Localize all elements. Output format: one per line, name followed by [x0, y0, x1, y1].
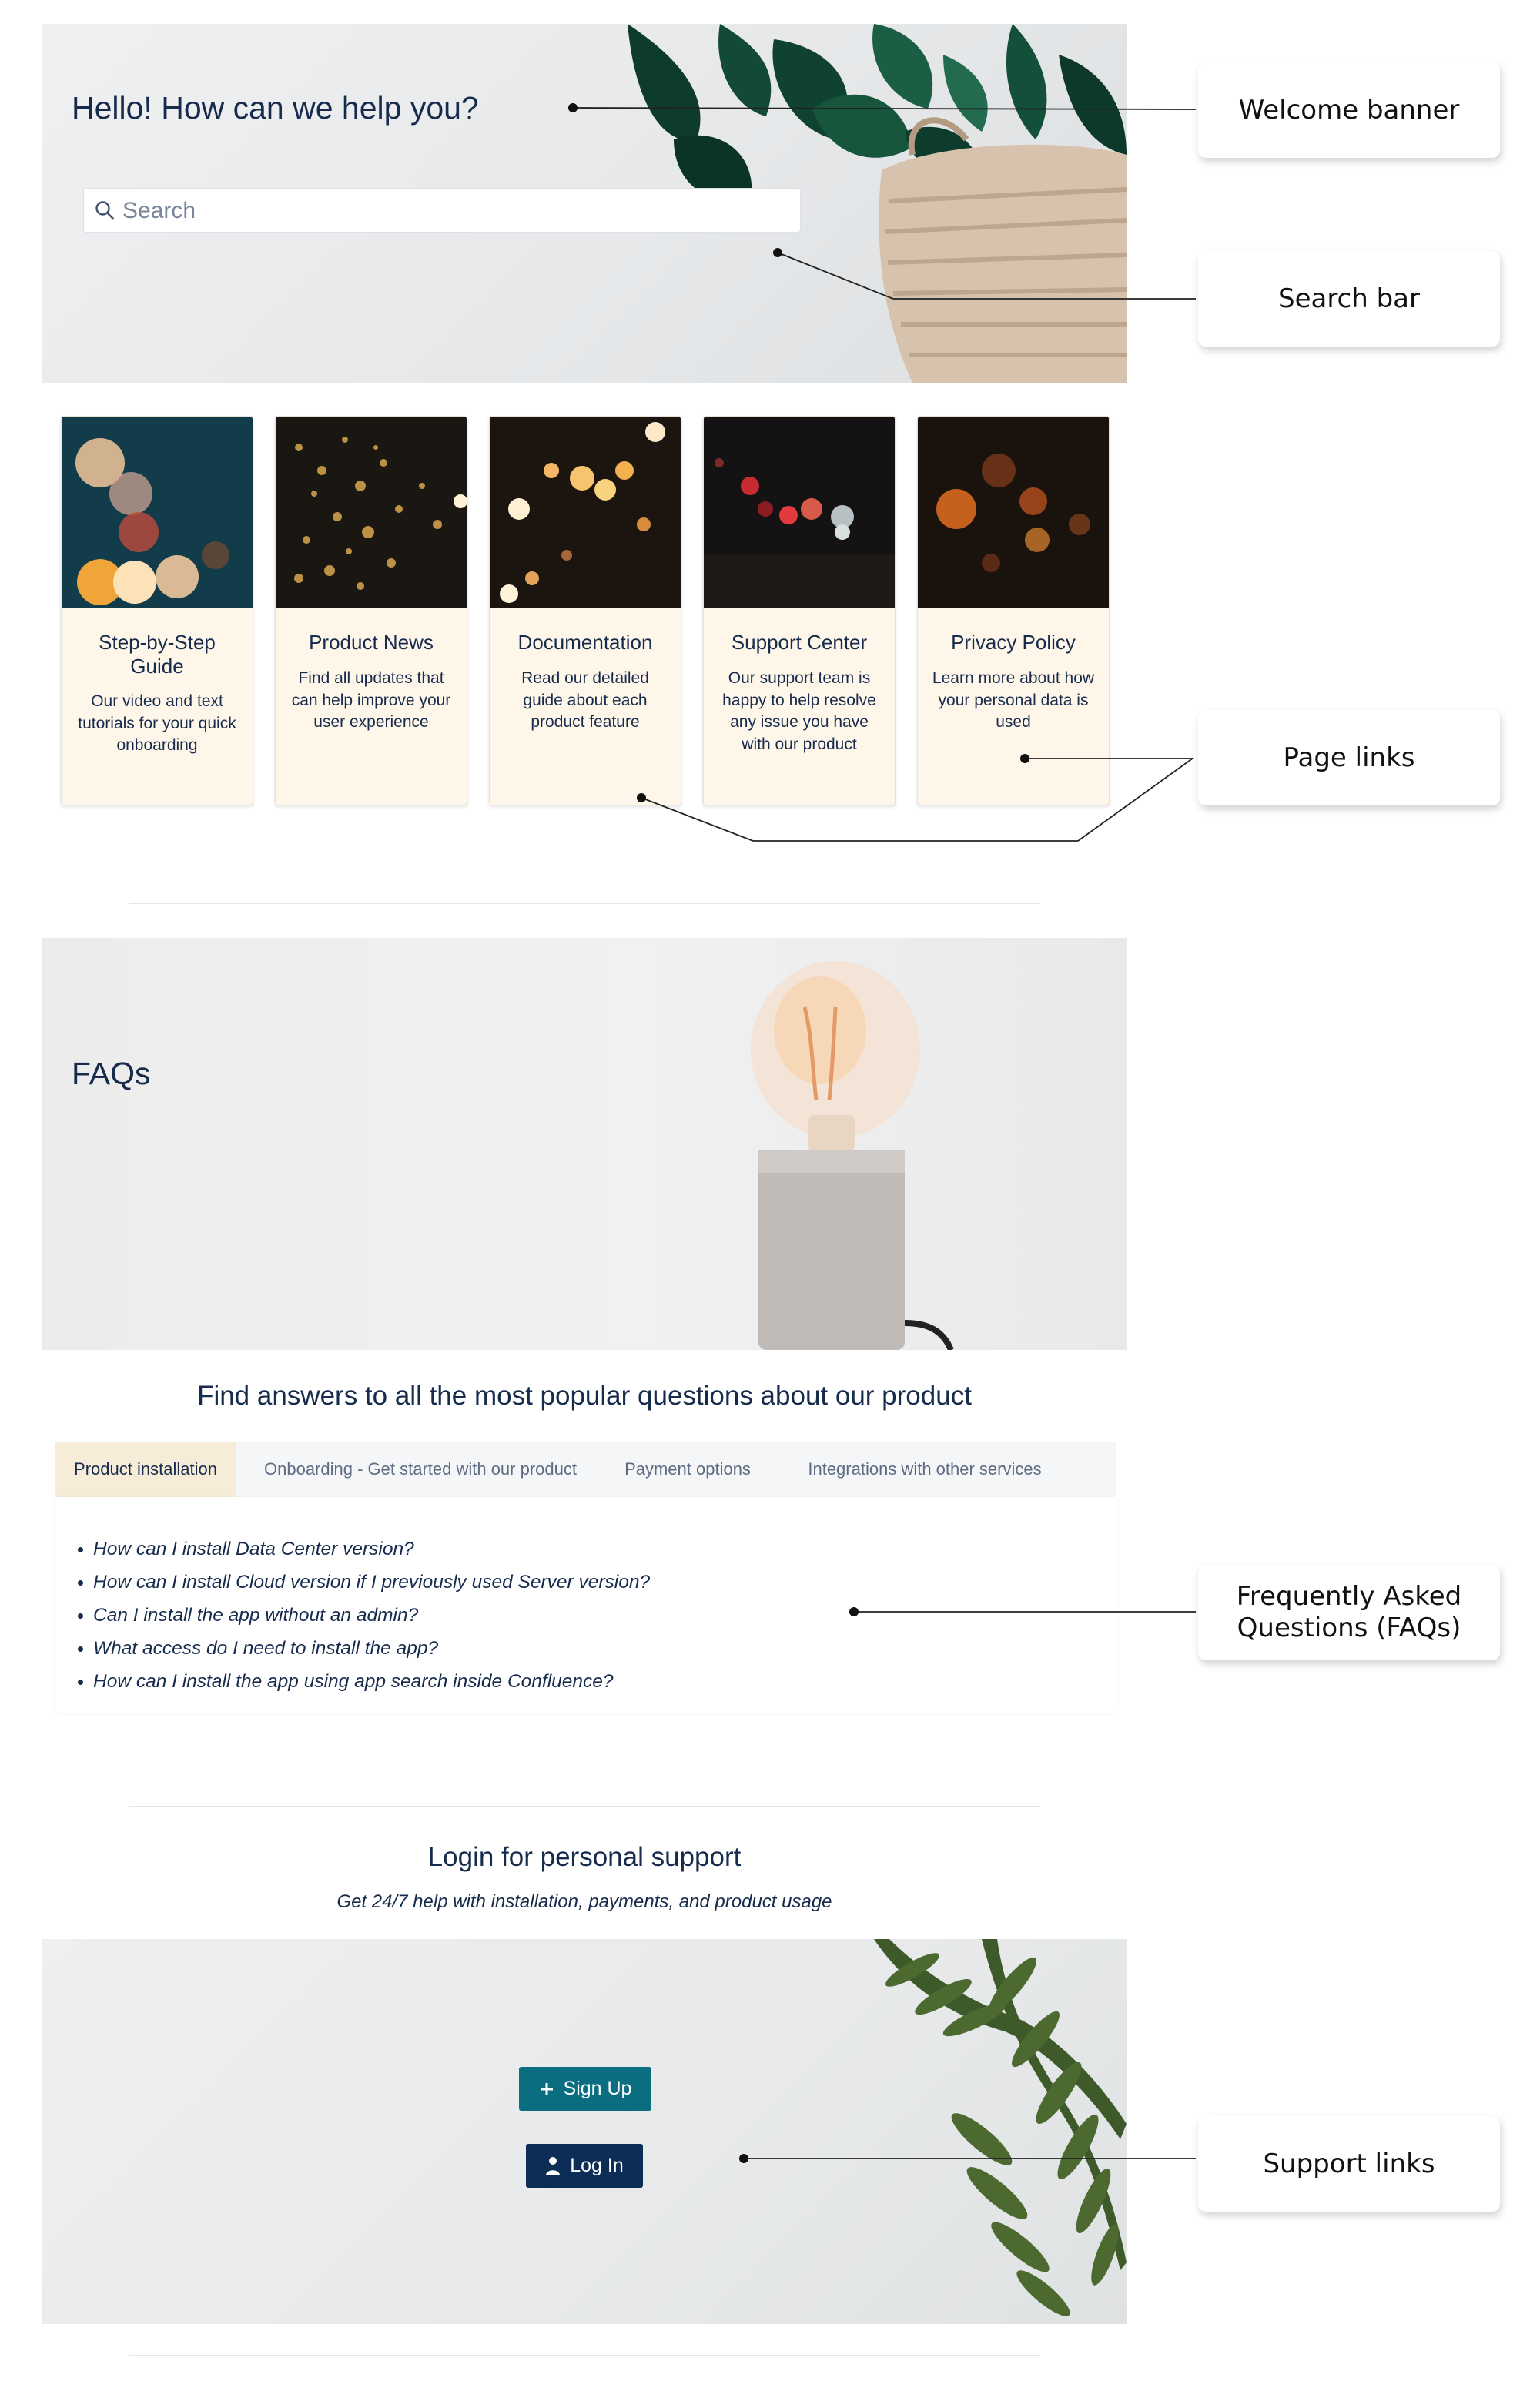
- login-heading: Login for personal support: [427, 1842, 742, 1872]
- tab-payment-options[interactable]: Payment options: [624, 1459, 751, 1479]
- faq-panel: [55, 1497, 1116, 1713]
- card-description: Learn more about how your personal data is used: [932, 669, 1095, 731]
- user-icon: [545, 2156, 561, 2176]
- card-title: Support Center: [731, 631, 868, 654]
- card-description: Read our detailed guide about each product feature: [521, 669, 649, 731]
- bokeh-image: [490, 417, 681, 608]
- section-divider: [129, 2355, 1040, 2356]
- tab-onboarding[interactable]: Onboarding - Get started with our product: [264, 1459, 577, 1479]
- sign-up-button[interactable]: [519, 2067, 651, 2111]
- page-link-card-step-by-step-guide[interactable]: [61, 416, 253, 805]
- faq-heading: Find answers to all the most popular questions about our product: [197, 1381, 972, 1411]
- log-in-label: Log In: [570, 2155, 624, 2176]
- search-bar[interactable]: [83, 188, 801, 233]
- faq-tabs: [55, 1442, 1116, 1497]
- card-description: Our video and text tutorials for your quick onboarding: [78, 692, 236, 754]
- plus-icon: [539, 2082, 554, 2097]
- welcome-banner: [42, 24, 1127, 383]
- callout-page-links: Page links: [1198, 710, 1500, 805]
- page-link-card-product-news[interactable]: [275, 416, 467, 805]
- tab-product-installation[interactable]: Product installation: [55, 1442, 236, 1497]
- section-divider: [129, 1806, 1040, 1807]
- search-icon: [94, 199, 116, 221]
- faq-item[interactable]: Can I install the app without an admin?: [76, 1599, 650, 1632]
- page-link-card-privacy-policy[interactable]: [917, 416, 1110, 805]
- card-title: Step-by-Step Guide: [99, 631, 216, 678]
- card-title: Documentation: [517, 631, 653, 654]
- faq-banner: [42, 938, 1127, 1350]
- support-links-banner: [42, 1939, 1127, 2324]
- card-description: Find all updates that can help improve your user experience: [291, 669, 451, 731]
- card-title: Product News: [309, 631, 434, 654]
- page-link-card-documentation[interactable]: [489, 416, 681, 805]
- search-input[interactable]: [121, 189, 786, 233]
- card-title: Privacy Policy: [951, 631, 1076, 654]
- bokeh-image: [62, 417, 253, 608]
- fern-photo: [658, 1939, 1127, 2324]
- faq-item[interactable]: What access do I need to install the app?: [76, 1632, 650, 1665]
- faq-item[interactable]: How can I install Data Center version?: [76, 1532, 650, 1566]
- section-divider: [129, 903, 1040, 904]
- callout-welcome-banner: Welcome banner: [1198, 62, 1500, 158]
- bokeh-image: [276, 417, 467, 608]
- lightbulb-photo: [658, 938, 1043, 1350]
- card-description: Our support team is happy to help resolve any issue you have with our product: [722, 669, 876, 753]
- faq-item[interactable]: How can I install the app using app search inside Confluence?: [76, 1665, 650, 1698]
- tab-integrations[interactable]: Integrations with other services: [808, 1459, 1042, 1479]
- callout-support-links: Support links: [1198, 2116, 1500, 2212]
- sign-up-label: Sign Up: [563, 2078, 632, 2099]
- bokeh-image: [704, 417, 895, 608]
- page-link-card-support-center[interactable]: [703, 416, 896, 805]
- faq-list: [76, 1532, 650, 1698]
- welcome-title: Hello! How can we help you?: [72, 90, 479, 126]
- bokeh-image: [918, 417, 1109, 608]
- faq-item[interactable]: How can I install Cloud version if I previously used Server version?: [76, 1566, 650, 1599]
- callout-search-bar: Search bar: [1198, 251, 1500, 347]
- callout-faqs: Frequently Asked Questions (FAQs): [1198, 1565, 1500, 1660]
- faq-banner-title: FAQs: [72, 1056, 151, 1091]
- log-in-button[interactable]: [526, 2144, 643, 2188]
- login-subheading: Get 24/7 help with installation, payments, and product usage: [336, 1891, 832, 1912]
